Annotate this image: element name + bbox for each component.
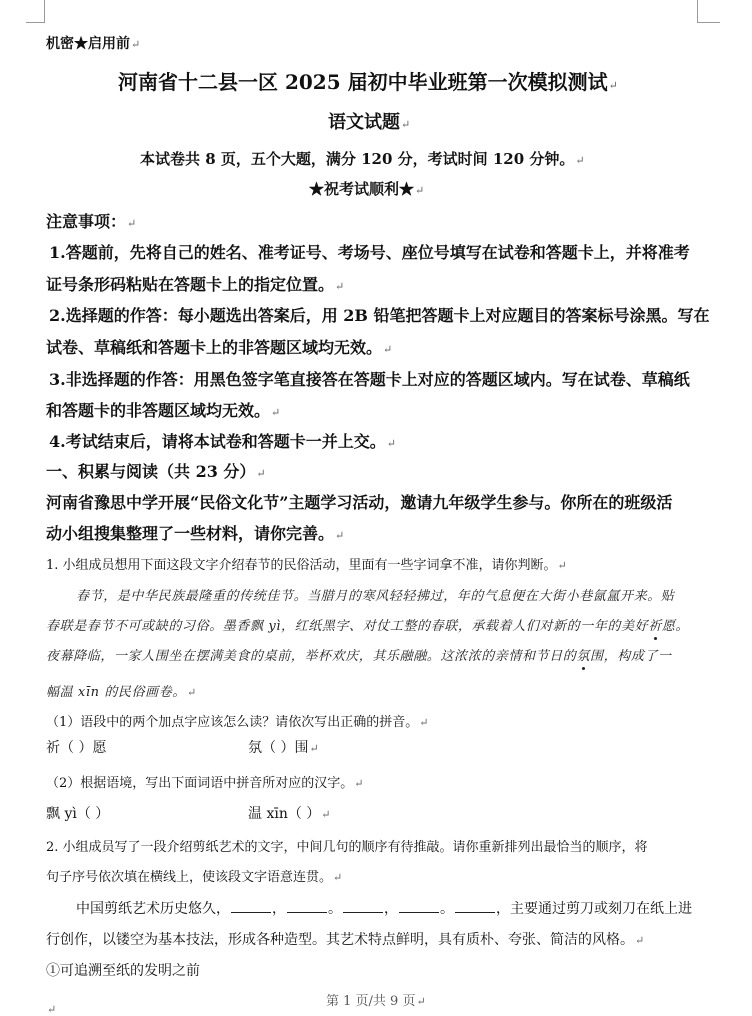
passage-line-4: 幅温 xīn 的民俗画卷。↵	[46, 685, 197, 700]
passage-line-1: 春节，是中华民族最隆重的传统佳节。当腊月的寒风轻轻拂过，年的气息便在大街小巷氤氲开来。贴	[76, 589, 675, 604]
note-item-4: 4.考试结束后，请将本试卷和答题卡一并上交。↵	[49, 432, 396, 451]
notes-heading: 注意事项：↵	[46, 212, 137, 231]
crop-mark-top-left	[26, 0, 45, 23]
crop-mark-top-right	[697, 0, 720, 23]
question-1-sub-1-item-2: 氛（ ）围↵	[248, 740, 319, 756]
question-2-paragraph-line-1: 中国剪纸艺术历史悠久， ， 。 ， 。 ，主要通过剪刀或刻刀在纸上进	[76, 898, 692, 918]
exam-subtitle: 语文试题↵	[328, 112, 411, 133]
question-1-sub-1-prompt: （1）语段中的两个加点字应该怎么读？请依次写出正确的拼音。↵	[46, 715, 429, 730]
answer-blank-1[interactable]	[231, 898, 271, 913]
good-luck-wish: ★祝考试顺利★↵	[309, 180, 425, 198]
note-item-3-line-1: 3.非选择题的作答：用黑色签字笔直接答在答题卡上对应的答题区域内。写在试卷、草稿纸	[49, 370, 690, 389]
note-item-1-line-1: 1.答题前，先将自己的姓名、准考证号、考场号、座位号填写在试卷和答题卡上，并将准考	[49, 243, 690, 262]
note-item-2-line-2: 试卷、草稿纸和答题卡上的非答题区域均无效。↵	[46, 338, 393, 357]
trailing-paragraph-mark: ↵	[47, 1003, 57, 1016]
note-item-3-line-2: 和答题卡的非答题区域均无效。↵	[46, 401, 281, 420]
dotted-char-fen: 氛	[576, 649, 591, 664]
question-1-sub-1-item-1: 祈（ ）愿	[46, 740, 107, 756]
question-2-option-1: ①可追溯至纸的发明之前	[46, 963, 200, 979]
page-footer: 第 1 页/共 9 页↵	[326, 994, 426, 1009]
passage-line-3: 夜幕降临，一家人围坐在摆满美食的桌前，举杯欢庆，其乐融融。这浓浓的亲情和节日的氛围，构成了一	[46, 649, 672, 664]
note-item-2-line-1: 2.选择题的作答：每小题选出答案后，用 2B 铅笔把答题卡上对应题目的答案标号涂黑。写在	[49, 306, 710, 325]
question-1-sub-2-item-2: 温 xīn（ ）↵	[248, 806, 331, 822]
question-2-stem-line-2: 句子序号依次填在横线上，使该段文字语意连贯。↵	[46, 870, 343, 885]
note-item-1-line-2: 证号条形码粘贴在答题卡上的指定位置。↵	[46, 275, 345, 294]
question-2-paragraph-line-2: 行创作，以镂空为基本技法，形成各种造型。其艺术特点鲜明，具有质朴、夸张、简洁的风格。↵	[46, 932, 645, 948]
dotted-char-qi: 祈	[648, 619, 662, 634]
exam-title: 河南省十二县一区 2025 届初中毕业班第一次模拟测试↵	[118, 70, 618, 94]
section-1-intro-line-1: 河南省豫思中学开展“民俗文化节”主题学习活动，邀请九年级学生参与。你所在的班级活	[46, 493, 673, 512]
section-1-intro-line-2: 动小组搜集整理了一些材料，请你完善。↵	[46, 524, 345, 543]
answer-blank-2[interactable]	[287, 898, 327, 913]
passage-line-2: 春联是春节不可或缺的习俗。墨香飘 yì，红纸黑字、对仗工整的春联，承载着人们对新的一年的美好祈愿。	[46, 619, 690, 634]
section-1-heading: 一、积累与阅读（共 23 分）↵	[46, 462, 266, 481]
question-2-stem-line-1: 2. 小组成员写了一段介绍剪纸艺术的文字，中间几句的顺序有待推敲。请你重新排列出最恰当的顺序，将	[46, 840, 648, 855]
question-1-sub-2-item-1: 飘 yì（ ）	[46, 806, 110, 822]
question-1-stem: 1. 小组成员想用下面这段文字介绍春节的民俗活动，里面有一些字词拿不准，请你判断。↵	[46, 558, 567, 573]
confidential-label: 机密★启用前↵	[46, 36, 141, 52]
exam-info: 本试卷共 8 页，五个大题，满分 120 分，考试时间 120 分钟。↵	[140, 150, 585, 168]
answer-blank-3[interactable]	[343, 898, 383, 913]
question-1-sub-2-prompt: （2）根据语境，写出下面词语中拼音所对应的汉字。↵	[46, 776, 364, 791]
answer-blank-4[interactable]	[399, 898, 439, 913]
answer-blank-5[interactable]	[455, 898, 495, 913]
